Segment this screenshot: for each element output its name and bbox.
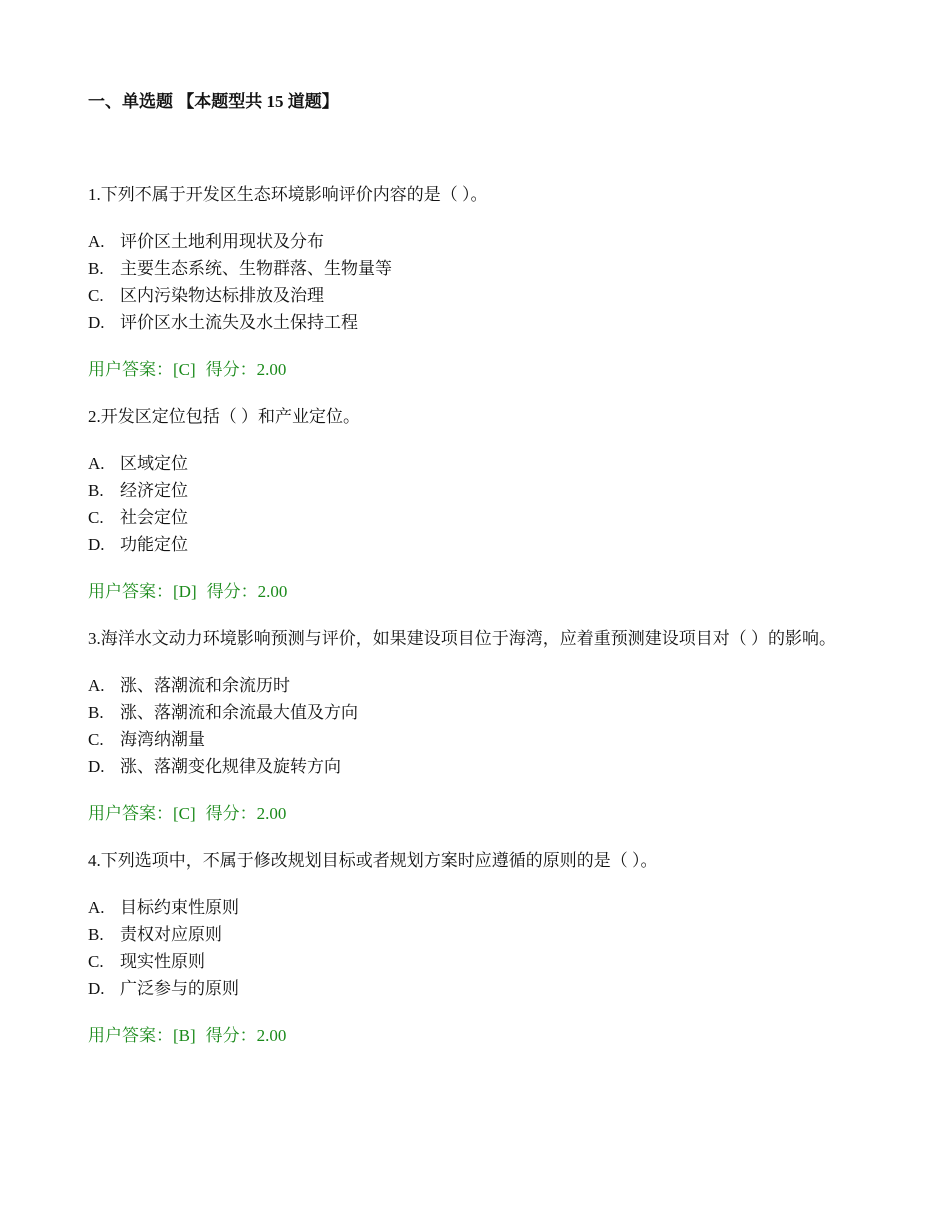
option-b <box>88 477 890 504</box>
option-list <box>88 672 890 780</box>
score-value: 2.00 <box>256 804 287 823</box>
option-text: 社会定位 <box>120 508 188 527</box>
option-text: 功能定位 <box>120 535 188 554</box>
option-text: 目标约束性原则 <box>120 898 239 917</box>
option-b <box>88 255 890 282</box>
option-key: D. <box>88 313 105 332</box>
option-a <box>88 672 890 699</box>
score-value: 2.00 <box>257 582 288 601</box>
section-title: 一、单选题 【本题型共 15 道题】 <box>88 92 339 111</box>
option-text: 评价区水土流失及水土保持工程 <box>120 313 358 332</box>
question-text: 4.下列选项中，不属于修改规划目标或者规划方案时应遵循的原则的是（ ）。 <box>88 851 658 870</box>
option-key: A. <box>88 454 105 473</box>
question-1 <box>88 182 890 382</box>
question-text: 3.海洋水文动力环境影响预测与评价，如果建设项目位于海湾，应着重预测建设项目对（ ）的影响。 <box>88 629 836 648</box>
option-d <box>88 309 890 336</box>
option-list <box>88 228 890 336</box>
score-label: 得分： <box>206 582 258 601</box>
option-c <box>88 726 890 753</box>
score-value: 2.00 <box>256 360 287 379</box>
question-text: 2.开发区定位包括（ ）和产业定位。 <box>88 407 360 426</box>
option-text: 涨、落潮流和余流最大值及方向 <box>120 703 358 722</box>
option-a <box>88 894 890 921</box>
option-text: 涨、落潮变化规律及旋转方向 <box>120 757 341 776</box>
option-text: 涨、落潮流和余流历时 <box>120 676 290 695</box>
user-answer-line <box>88 580 890 604</box>
option-key: C. <box>88 286 104 305</box>
option-list <box>88 450 890 558</box>
option-text: 广泛参与的原则 <box>120 979 239 998</box>
score-label: 得分： <box>205 360 257 379</box>
option-text: 区内污染物达标排放及治理 <box>120 286 324 305</box>
score-value: 2.00 <box>256 1026 287 1045</box>
option-key: A. <box>88 676 105 695</box>
option-key: C. <box>88 952 104 971</box>
user-answer-value: [D] <box>173 582 197 601</box>
option-d <box>88 753 890 780</box>
question-4 <box>88 848 890 1048</box>
option-c <box>88 504 890 531</box>
option-b <box>88 699 890 726</box>
score-label: 得分： <box>205 1026 257 1045</box>
option-key: B. <box>88 481 104 500</box>
option-text: 现实性原则 <box>120 952 205 971</box>
answer-label: 用户答案： <box>88 804 173 823</box>
option-c <box>88 282 890 309</box>
answer-label: 用户答案： <box>88 360 173 379</box>
option-key: A. <box>88 232 105 251</box>
option-text: 主要生态系统、生物群落、生物量等 <box>120 259 392 278</box>
option-c <box>88 948 890 975</box>
option-text: 评价区土地利用现状及分布 <box>120 232 324 251</box>
option-text: 区域定位 <box>120 454 188 473</box>
option-key: D. <box>88 757 105 776</box>
answer-label: 用户答案： <box>88 582 173 601</box>
question-2 <box>88 404 890 604</box>
option-text: 海湾纳潮量 <box>120 730 205 749</box>
option-list <box>88 894 890 1002</box>
question-3 <box>88 626 890 826</box>
option-text: 经济定位 <box>120 481 188 500</box>
option-d <box>88 531 890 558</box>
option-key: D. <box>88 535 105 554</box>
option-d <box>88 975 890 1002</box>
option-b <box>88 921 890 948</box>
user-answer-value: [C] <box>173 360 196 379</box>
user-answer-line <box>88 802 890 826</box>
question-text: 1.下列不属于开发区生态环境影响评价内容的是（ ）。 <box>88 185 488 204</box>
option-text: 责权对应原则 <box>120 925 222 944</box>
option-a <box>88 228 890 255</box>
option-key: C. <box>88 730 104 749</box>
option-key: A. <box>88 898 105 917</box>
user-answer-line <box>88 358 890 382</box>
user-answer-line <box>88 1024 890 1048</box>
answer-label: 用户答案： <box>88 1026 173 1045</box>
option-key: B. <box>88 259 104 278</box>
score-label: 得分： <box>205 804 257 823</box>
user-answer-value: [B] <box>173 1026 196 1045</box>
option-a <box>88 450 890 477</box>
option-key: B. <box>88 703 104 722</box>
option-key: B. <box>88 925 104 944</box>
option-key: C. <box>88 508 104 527</box>
option-key: D. <box>88 979 105 998</box>
user-answer-value: [C] <box>173 804 196 823</box>
